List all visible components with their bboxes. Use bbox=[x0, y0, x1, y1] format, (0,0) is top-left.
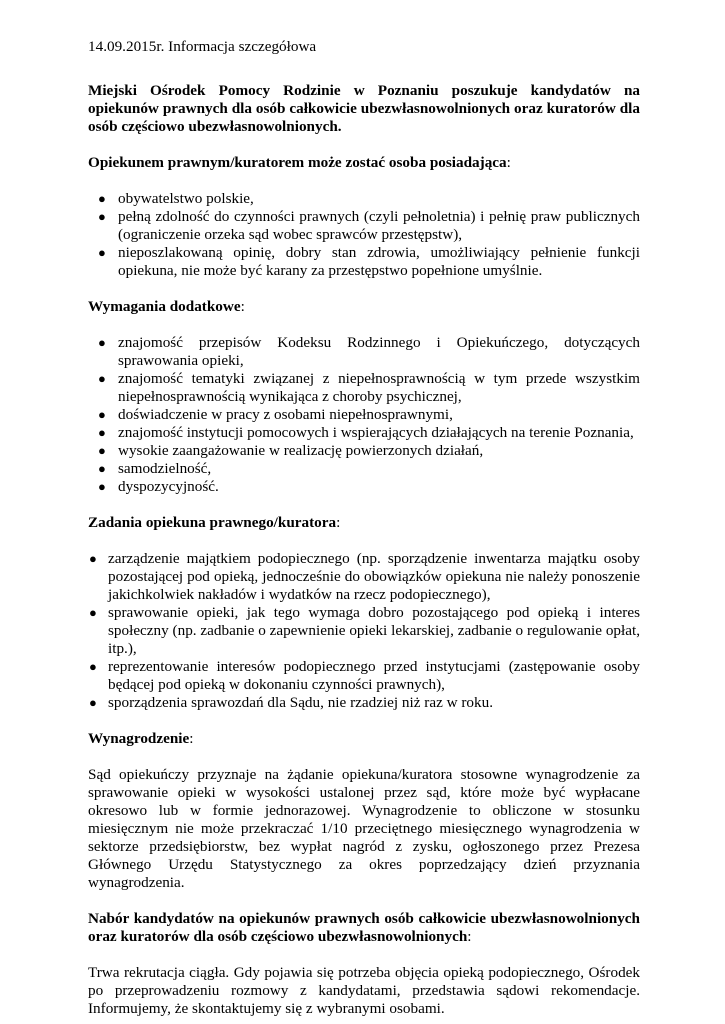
requirements-heading-text: Wymagania dodatkowe bbox=[88, 298, 241, 315]
bullet-icon: ● bbox=[98, 191, 106, 206]
list-item bbox=[98, 244, 640, 280]
duties-heading: Zadania opiekuna prawnego/kuratora: bbox=[88, 514, 341, 531]
bullet-icon: ● bbox=[89, 605, 97, 620]
list-item bbox=[98, 370, 640, 406]
bullet-icon: ● bbox=[98, 479, 106, 494]
requirements-list bbox=[88, 334, 640, 496]
bullet-icon: ● bbox=[98, 245, 106, 260]
remuneration-heading: Wynagrodzenie: bbox=[88, 730, 194, 747]
list-item-text: znajomość przepisów Kodeksu Rodzinnego i Opiekuńczego, dotyczących sprawowania opieki, bbox=[118, 334, 640, 369]
list-item-text: znajomość tematyki związanej z niepełnosprawnością w tym przede wszystkim niepełnosprawnością wynikająca z choroby psychicznej, bbox=[118, 370, 640, 405]
list-item bbox=[98, 424, 640, 442]
list-item bbox=[98, 190, 640, 208]
qualifications-heading-text: Opiekunem prawnym/kuratorem może zostać osoba posiadająca bbox=[88, 154, 507, 171]
duties-heading-text: Zadania opiekuna prawnego/kuratora bbox=[88, 514, 337, 531]
intro-paragraph: Miejski Ośrodek Pomocy Rodzinie w Poznaniu poszukuje kandydatów na opiekunów prawnych dla osób całkowicie ubezwłasnowolnionych oraz kuratorów dla osób częściowo ubezwłasnowolnionych. bbox=[88, 82, 640, 135]
list-item bbox=[98, 478, 640, 496]
list-item bbox=[89, 694, 640, 712]
bullet-icon: ● bbox=[98, 461, 106, 476]
requirements-heading: Wymagania dodatkowe: bbox=[88, 298, 245, 315]
bullet-icon: ● bbox=[98, 335, 106, 350]
qualifications-heading: Opiekunem prawnym/kuratorem może zostać osoba posiadająca: bbox=[88, 154, 511, 171]
recruitment-paragraph: Trwa rekrutacja ciągła. Gdy pojawia się potrzeba objęcia opieką podopiecznego, Ośrodek po przeprowadzeniu rozmowy z kandydatami, przedstawia sądowi rekomendacje. Informujemy, że skontaktujemy się z wybranymi osobami. bbox=[88, 964, 640, 1017]
list-item bbox=[89, 604, 640, 658]
list-item-text: reprezentowanie interesów podopiecznego przed instytucjami (zastępowanie osoby będącej pod opieką w dokonaniu czynności prawnych), bbox=[108, 658, 640, 693]
list-item-text: doświadczenie w pracy z osobami niepełnosprawnymi, bbox=[118, 406, 453, 423]
bullet-icon: ● bbox=[89, 695, 97, 710]
qualifications-list bbox=[88, 190, 640, 280]
list-item-text: sprawowanie opieki, jak tego wymaga dobro pozostającego pod opieką i interes społeczny (np. zadbanie o zapewnienie opieki lekarskiej, zadbanie o regulowanie opłat, itp.), bbox=[108, 604, 640, 657]
bullet-icon: ● bbox=[98, 443, 106, 458]
list-item-text: znajomość instytucji pomocowych i wspierających działających na terenie Poznania, bbox=[118, 424, 634, 441]
remuneration-heading-text: Wynagrodzenie bbox=[88, 730, 190, 747]
document-page bbox=[88, 38, 640, 1018]
list-item-text: sporządzenia sprawozdań dla Sądu, nie rzadziej niż raz w roku. bbox=[108, 694, 494, 711]
list-item-text: zarządzenie majątkiem podopiecznego (np. sporządzenie inwentarza majątku osoby pozostającej pod opieką, jednocześnie do obowiązków opiekuna nie należy ponoszenie jakichkolwiek nakładów i wydatków na rzecz podopiecznego), bbox=[108, 550, 640, 603]
list-item-text: obywatelstwo polskie, bbox=[118, 190, 254, 207]
list-item bbox=[98, 406, 640, 424]
bullet-icon: ● bbox=[98, 209, 106, 224]
bullet-icon: ● bbox=[98, 371, 106, 386]
list-item-text: nieposzlakowaną opinię, dobry stan zdrowia, umożliwiający pełnienie funkcji opiekuna, nie może być karany za przestępstwo popełnione umyślnie. bbox=[118, 244, 640, 279]
list-item bbox=[98, 442, 640, 460]
list-item bbox=[89, 658, 640, 694]
list-item bbox=[98, 334, 640, 370]
list-item bbox=[98, 208, 640, 244]
list-item-text: wysokie zaangażowanie w realizację powierzonych działań, bbox=[118, 442, 484, 459]
recruitment-heading-text: Nabór kandydatów na opiekunów prawnych osób całkowicie ubezwłasnowolnionych oraz kuratorów dla osób częściowo ubezwłasnowolnionych bbox=[88, 910, 640, 945]
list-item-text: samodzielność, bbox=[118, 460, 212, 477]
bullet-icon: ● bbox=[98, 407, 106, 422]
bullet-icon: ● bbox=[89, 551, 97, 566]
recruitment-heading: Nabór kandydatów na opiekunów prawnych osób całkowicie ubezwłasnowolnionych oraz kuratorów dla osób częściowo ubezwłasnowolnionych: bbox=[88, 910, 640, 945]
list-item bbox=[98, 460, 640, 478]
list-item-text: pełną zdolność do czynności prawnych (czyli pełnoletnia) i pełnię praw publicznych (ograniczenie orzeka sąd wobec sprawców przestępstw), bbox=[118, 208, 640, 243]
duties-list bbox=[88, 550, 640, 712]
list-item-text: dyspozycyjność. bbox=[118, 478, 219, 495]
bullet-icon: ● bbox=[98, 425, 106, 440]
date-line: 14.09.2015r. Informacja szczegółowa bbox=[88, 38, 317, 55]
bullet-icon: ● bbox=[89, 659, 97, 674]
list-item bbox=[89, 550, 640, 604]
remuneration-paragraph: Sąd opiekuńczy przyznaje na żądanie opiekuna/kuratora stosowne wynagrodzenie za sprawowanie opieki w wysokości ustalonej przez sąd, które może być wypłacane okresowo lub w formie jednorazowej. Wynagrodzenie to obliczone w stosunku miesięcznym nie może przekraczać 1/10 przeciętnego miesięcznego wynagrodzenia w sektorze przedsiębiorstw, bez wypłat nagród z zysku, ogłoszonego przez Prezesa Głównego Urzędu Statystycznego za okres poprzedzający dzień przyznania wynagrodzenia. bbox=[88, 766, 640, 891]
